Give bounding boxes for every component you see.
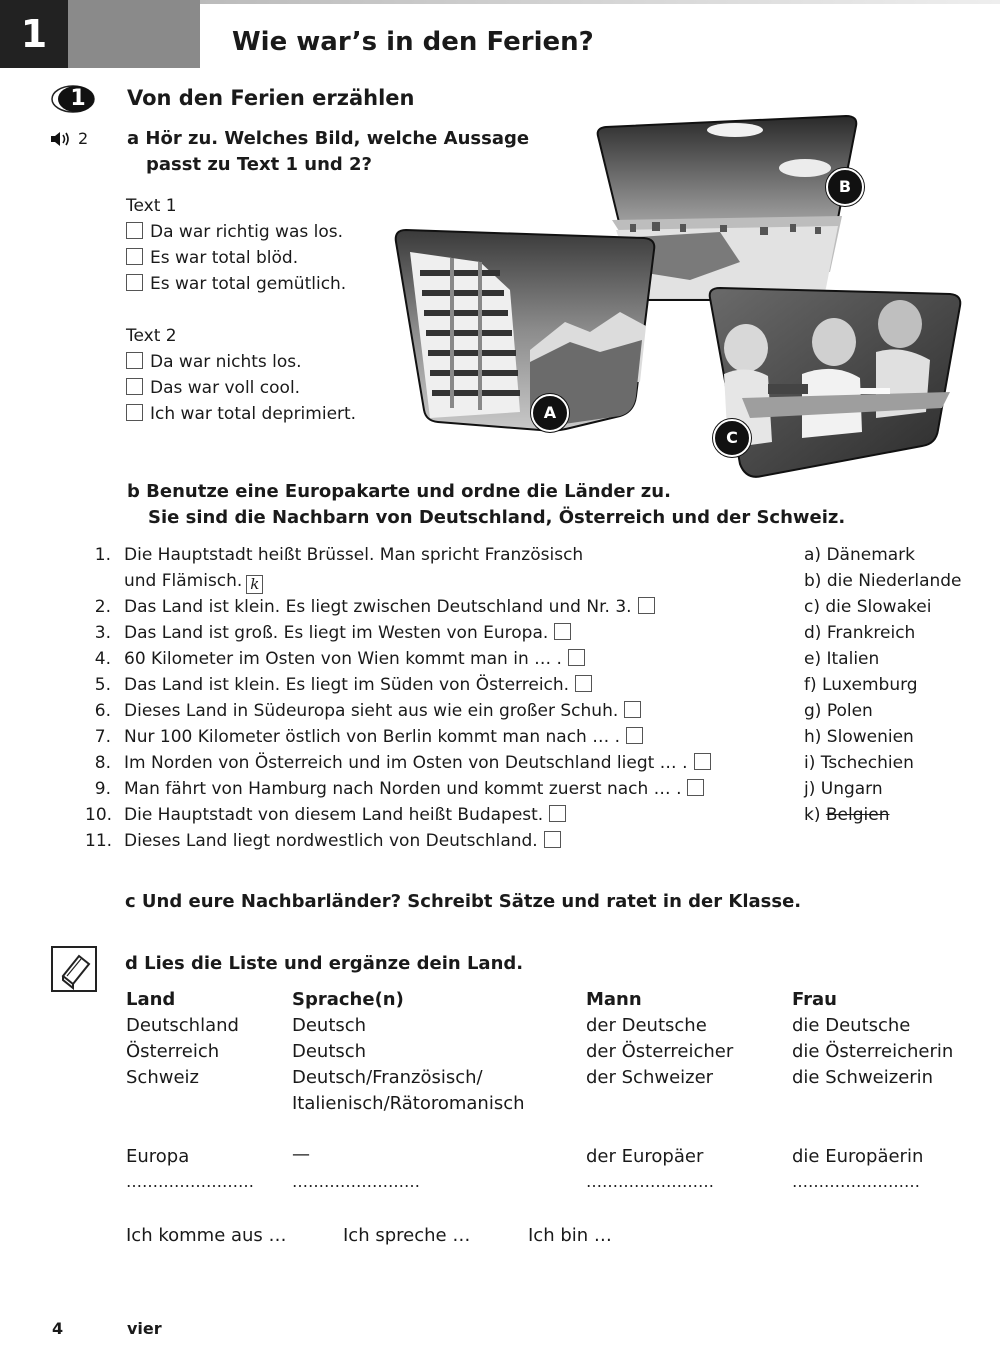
audio-speaker-icon (50, 131, 74, 147)
country-option: c) die Slowakei (804, 597, 932, 617)
country-option: j) Ungarn (804, 779, 883, 799)
country-option: b) die Niederlande (804, 571, 962, 591)
answer-box-filled[interactable]: k (246, 575, 263, 594)
checkbox[interactable] (126, 404, 143, 421)
checkbox[interactable] (126, 248, 143, 265)
task-a-instruction-line1: a Hör zu. Welches Bild, welche Aussage (127, 128, 530, 149)
table-cell: der Europäer (586, 1146, 704, 1167)
text1-heading: Text 1 (126, 196, 177, 216)
page-number: 4 (52, 1319, 64, 1338)
country-option: f) Luxemburg (804, 675, 918, 695)
answer-box[interactable] (626, 727, 643, 744)
chapter-title: Wie war’s in den Ferien? (232, 27, 594, 57)
blank-line-land[interactable]: …………………… (126, 1172, 254, 1191)
chapter-number: 1 (20, 12, 48, 56)
blank-line-sprache[interactable]: …………………… (292, 1172, 420, 1191)
answer-box[interactable] (624, 701, 641, 718)
answer-box[interactable] (694, 753, 711, 770)
blank-line-frau[interactable]: …………………… (792, 1172, 920, 1191)
photo-a-hotel (396, 230, 655, 431)
country-option: h) Slowenien (804, 727, 914, 747)
table-cell: Deutschland (126, 1015, 239, 1036)
text1-option[interactable]: Da war richtig was los. (126, 219, 343, 245)
table-header-mann: Mann (586, 989, 642, 1010)
checkbox[interactable] (126, 352, 143, 369)
country-option: d) Frankreich (804, 623, 916, 643)
table-cell: — (292, 1144, 310, 1165)
table-cell: Deutsch (292, 1041, 367, 1062)
table-cell: Europa (126, 1146, 190, 1167)
photo-collage (390, 112, 965, 484)
table-cell: die Schweizerin (792, 1067, 934, 1088)
checkbox[interactable] (126, 222, 143, 239)
checkbox[interactable] (126, 378, 143, 395)
answer-box[interactable] (638, 597, 655, 614)
audio-track-number: 2 (78, 129, 89, 148)
answer-box[interactable] (568, 649, 585, 666)
table-cell: der Schweizer (586, 1067, 714, 1088)
answer-box[interactable] (544, 831, 561, 848)
answer-box[interactable] (554, 623, 571, 640)
table-cell: Deutsch (292, 1015, 367, 1036)
answer-box[interactable] (549, 805, 566, 822)
table-cell: Schweiz (126, 1067, 199, 1088)
country-option: g) Polen (804, 701, 873, 721)
table-header-frau: Frau (792, 989, 837, 1010)
photo-label-c: C (713, 419, 751, 457)
photo-label-b: B (826, 168, 864, 206)
photo-label-a: A (531, 394, 569, 432)
table-cell: die Europäerin (792, 1146, 924, 1167)
checkbox[interactable] (126, 274, 143, 291)
page-word: vier (127, 1319, 162, 1338)
country-option: i) Tschechien (804, 753, 914, 773)
chapter-header-grey-band (68, 0, 200, 68)
country-option-used: k) Belgien (804, 805, 890, 825)
table-cell: Italienisch/Rätoromanisch (292, 1093, 525, 1114)
table-cell: die Österreicherin (792, 1041, 954, 1062)
table-cell: Deutsch/Französisch/ (292, 1067, 483, 1088)
country-option: e) Italien (804, 649, 880, 669)
workbook-icon (51, 946, 97, 992)
text2-heading: Text 2 (126, 326, 177, 346)
table-cell: Österreich (126, 1041, 220, 1062)
country-option: a) Dänemark (804, 545, 916, 565)
sentence-starter: Ich bin … (528, 1225, 612, 1246)
text2-option[interactable]: Das war voll cool. (126, 375, 300, 401)
table-cell: der Österreicher (586, 1041, 734, 1062)
sentence-starter: Ich komme aus … (126, 1225, 287, 1246)
table-cell: der Deutsche (586, 1015, 707, 1036)
text2-option[interactable]: Ich war total deprimiert. (126, 401, 356, 427)
task-b-instruction-line2: Sie sind die Nachbarn von Deutschland, Österreich und der Schweiz. (148, 507, 846, 528)
text2-option[interactable]: Da war nichts los. (126, 349, 302, 375)
task-b-instruction-line1: b Benutze eine Europakarte und ordne die Länder zu. (127, 481, 671, 502)
table-cell: die Deutsche (792, 1015, 911, 1036)
chapter-header-light-band (200, 0, 1000, 4)
text1-option[interactable]: Es war total gemütlich. (126, 271, 346, 297)
table-header-land: Land (126, 989, 176, 1010)
sentence-starter: Ich spreche … (343, 1225, 471, 1246)
answer-box[interactable] (687, 779, 704, 796)
blank-line-mann[interactable]: …………………… (586, 1172, 714, 1191)
section-title: Von den Ferien erzählen (127, 86, 415, 110)
answer-box[interactable] (575, 675, 592, 692)
table-header-sprache: Sprache(n) (292, 989, 404, 1010)
text1-option[interactable]: Es war total blöd. (126, 245, 298, 271)
task-a-instruction-line2: passt zu Text 1 und 2? (146, 154, 373, 175)
section-number: 1 (70, 86, 86, 111)
task-d-instruction: d Lies die Liste und ergänze dein Land. (125, 953, 524, 974)
task-c-instruction: c Und eure Nachbarländer? Schreibt Sätze und ratet in der Klasse. (125, 891, 802, 912)
